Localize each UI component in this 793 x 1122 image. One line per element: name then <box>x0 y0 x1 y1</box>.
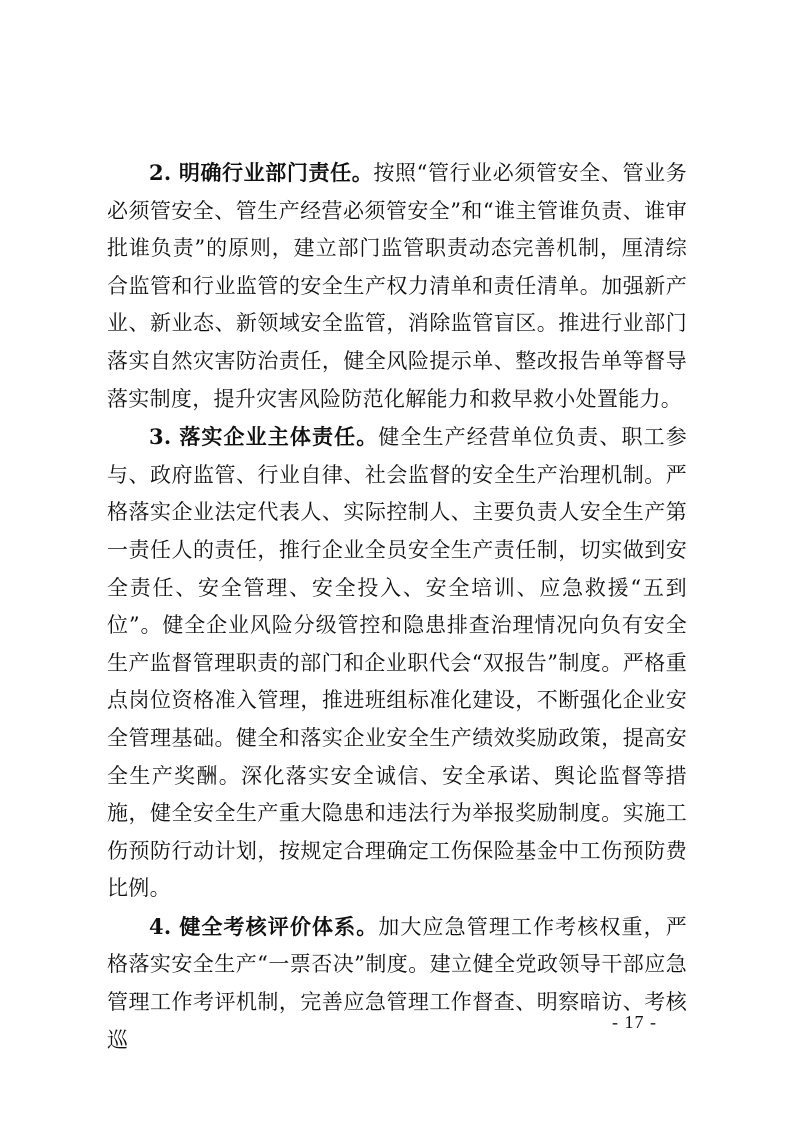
document-body <box>107 154 687 1059</box>
paragraph-heading: 落实企业主体责任。 <box>179 424 379 450</box>
paragraph-text: 加大应急管理工作考核权重，严格落实安全生产“一票否决”制度。建立健全党政领导干部应急管理工作考评机制，完善应急管理工作督查、明察暗访、考核巡 <box>107 914 687 1052</box>
paragraph-assessment-system <box>107 908 687 1059</box>
paragraph-number: 2. <box>149 160 172 185</box>
paragraph-text: 按照“管行业必须管安全、管业务必须管安全、管生产经营必须管安全”和“谁主管谁负责、谁审批谁负责”的原则，建立部门监管职责动态完善机制，厘清综合监管和行业监管的安全生产权力清单和责任清单。加强新产业、新业态、新领域安全监管，消除监管盲区。推进行业部门落实自然灾害防治责任，健全风险提示单、整改报告单等督导落实制度，提升灾害风险防范化解能力和救早救小处置能力。 <box>107 161 687 411</box>
paragraph-number: 4. <box>149 913 172 939</box>
paragraph-heading: 健全考核评价体系。 <box>179 913 379 939</box>
paragraph-text: 健全生产经营单位负责、职工参与、政府监管、行业自律、社会监督的安全生产治理机制。严格落实企业法定代表人、实际控制人、主要负责人安全生产第一责任人的责任，推行企业全员安全生产责任制，切实做到安全责任、安全管理、安全投入、安全培训、应急救援“五到位”。健全企业风险分级管控和隐患排查治理情况向负有安全生产监督管理职责的部门和企业职代会“双报告”制度。严格重点岗位资格准入管理，推进班组标准化建设，不断强化企业安全管理基础。健全和落实企业安全生产绩效奖励政策，提高安全生产奖酬。深化落实安全诚信、安全承诺、舆论监督等措施，健全安全生产重大隐患和违法行为举报奖励制度。实施工伤预防行动计划，按规定合理确定工伤保险基金中工伤预防费比例。 <box>107 425 687 901</box>
paragraph-number: 3. <box>149 424 172 450</box>
paragraph-industry-responsibility <box>107 154 687 418</box>
paragraph-heading: 明确行业部门责任。 <box>178 160 374 185</box>
page-number: - 17 - <box>612 1012 657 1032</box>
paragraph-enterprise-responsibility <box>107 418 687 908</box>
